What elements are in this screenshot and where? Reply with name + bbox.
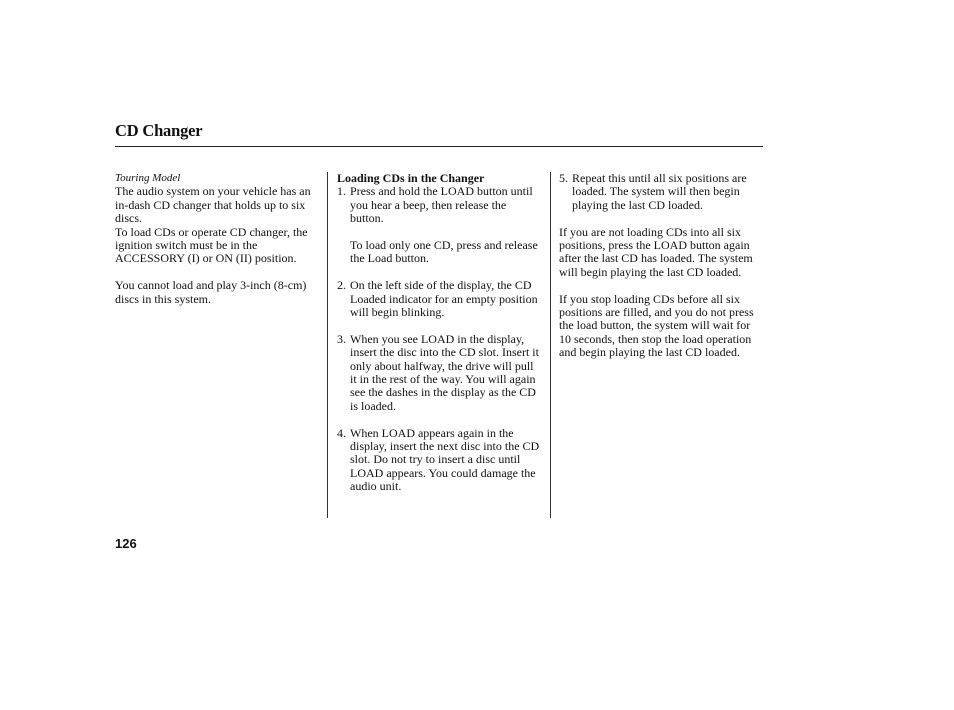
step-number: 1. — [337, 184, 346, 199]
partial-load-paragraph: If you are not loading CDs into all six positions, press the LOAD button again after the last CD has loaded. The system will begin playing the last CD loaded. — [559, 224, 753, 279]
step-text: When you see LOAD in the display, insert the disc into the CD slot. Insert it only about halfway, the drive will pull it in the rest of the way. You will again see the dashes in the display as the CD is loaded. — [350, 331, 539, 413]
step-3 — [337, 333, 542, 413]
step-number: 3. — [337, 331, 346, 346]
page-number: 126 — [115, 536, 137, 551]
page-title: CD Changer — [115, 121, 203, 140]
step-number: 5. — [559, 171, 568, 185]
section-subheading: Loading CDs in the Changer — [337, 171, 485, 185]
step-text: Press and hold the LOAD button until you hear a beep, then release the button. — [350, 184, 533, 226]
column-divider-2 — [550, 172, 551, 518]
step-extra-text: To load only one CD, press and release the Load button. — [350, 238, 538, 266]
column-2 — [337, 172, 542, 494]
column-3 — [559, 172, 764, 360]
timeout-paragraph: If you stop loading CDs before all six positions are filled, and you do not press the load button, the system will wait for 10 seconds, then stop the load operation and begin playing the last CD loaded. — [559, 291, 754, 360]
step-2 — [337, 279, 542, 319]
step-4 — [337, 427, 542, 494]
title-rule — [115, 146, 763, 147]
step-text: When LOAD appears again in the display, insert the next disc into the CD slot. Do not try to insert a disc until LOAD appears. You could damage the audio unit. — [350, 425, 540, 494]
step-text: On the left side of the display, the CD Loaded indicator for an empty position will begin blinking. — [350, 278, 538, 320]
ignition-paragraph: To load CDs or operate CD changer, the ignition switch must be in the ACCESSORY (I) or ON (II) position. — [115, 224, 308, 266]
step-number: 2. — [337, 278, 346, 293]
step-5 — [559, 172, 764, 212]
model-note: Touring Model — [115, 172, 181, 184]
intro-paragraph: The audio system on your vehicle has an in-dash CD changer that holds up to six discs. — [115, 184, 311, 226]
column-1 — [115, 172, 320, 306]
column-divider-1 — [327, 172, 328, 518]
step-number: 4. — [337, 425, 346, 440]
step-text: Repeat this until all six positions are loaded. The system will then begin playing the last CD loaded. — [572, 171, 747, 212]
disc-size-paragraph: You cannot load and play 3-inch (8-cm) discs in this system. — [115, 278, 307, 306]
step-1 — [337, 185, 542, 265]
